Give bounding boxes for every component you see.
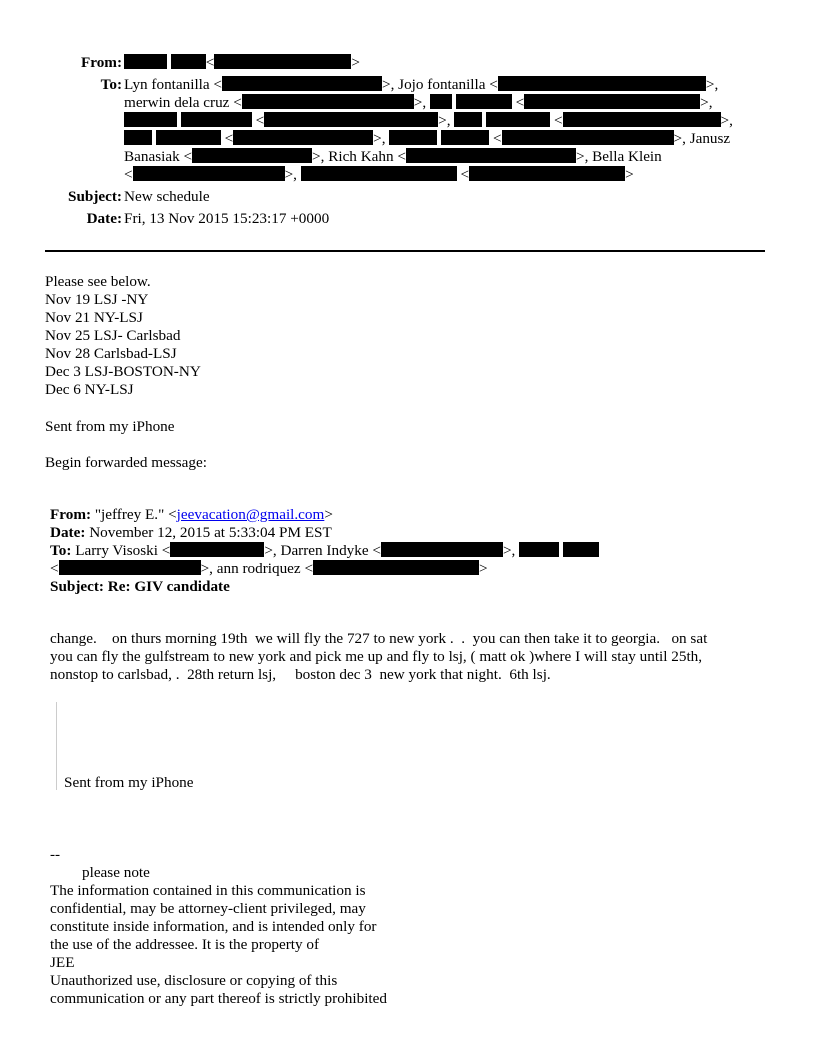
recipient-name: Lyn fontanilla (124, 76, 210, 93)
redaction-block (563, 542, 599, 557)
redaction-block (133, 166, 285, 181)
disclaimer-line: communication or any part thereof is strictly prohibited (50, 990, 387, 1007)
recipient-name: Rich Kahn (328, 148, 394, 165)
fwd-from-line (50, 506, 333, 524)
redaction-block (502, 130, 674, 145)
to-line-4: < >, < >, Janusz (124, 130, 730, 148)
fwd-subject: Subject: Re: GIV candidate (50, 578, 230, 595)
gt-char: > (438, 112, 447, 129)
disclaimer-line: JEE (50, 954, 75, 971)
gt-char: > (312, 148, 321, 165)
lt-char: < (233, 94, 242, 111)
redaction-block (524, 94, 700, 109)
redaction-block (181, 112, 252, 127)
from-value (124, 54, 360, 72)
header-divider (45, 250, 765, 252)
fwd-to-line-2 (50, 560, 488, 578)
body-intro: Please see below. (45, 273, 151, 290)
redaction-block (301, 166, 457, 181)
recipient-name: >, ann rodriquez < (200, 560, 314, 577)
disclaimer-line: Unauthorized use, disclosure or copying of this (50, 972, 338, 989)
to-line-6: < >, < > (124, 166, 634, 183)
lt-char: < (255, 112, 265, 129)
redaction-block (242, 94, 414, 109)
redaction-block (124, 130, 152, 145)
redaction-block (171, 54, 206, 69)
fwd-date-line (50, 524, 332, 542)
redaction-block (222, 76, 382, 91)
recipient-name: Banasiak (124, 148, 180, 165)
lt-char: < (213, 76, 222, 93)
recipient-name: >, Darren Indyke < (264, 542, 381, 559)
gt-char: > (705, 76, 715, 93)
to-label: To: (100, 76, 122, 93)
fwd-from-email-link[interactable]: jeevacation@gmail.com (176, 506, 325, 523)
redaction-block (519, 542, 559, 557)
schedule-line: Dec 6 NY-LSJ (45, 381, 134, 398)
redaction-block (192, 148, 312, 163)
redaction-block (124, 54, 167, 69)
recipient-name: Janusz (689, 130, 731, 147)
recipient-name: Jojo fontanilla (398, 76, 486, 93)
from-label: From: (80, 54, 122, 71)
subject-value: New schedule (124, 188, 210, 205)
disclaimer-line: confidential, may be attorney-client privileged, may (50, 900, 366, 917)
gt-char: > (700, 94, 709, 111)
lt-char: < (460, 166, 470, 183)
fwd-from-name: "jeffrey E." < (94, 506, 177, 523)
fwd-from-label: From: (50, 506, 92, 523)
redaction-block (264, 112, 438, 127)
gt-char: > (382, 76, 391, 93)
gt-char: > (351, 54, 360, 71)
redaction-block (430, 94, 452, 109)
fwd-date-label: Date: (50, 524, 86, 541)
redaction-block (233, 130, 373, 145)
redaction-block (563, 112, 721, 127)
lt-char: < (553, 112, 563, 129)
lt-char: < (224, 130, 234, 147)
please-note: please note (82, 864, 150, 881)
lt-char: < (492, 130, 502, 147)
body-signature: Sent from my iPhone (45, 418, 175, 435)
signature-dashes: -- (50, 846, 61, 863)
disclaimer-line: the use of the addressee. It is the property of (50, 936, 320, 953)
fwd-message-line: you can fly the gulfstream to new york and pick me up and fly to lsj, ( matt ok )where I will stay until 25th, (50, 648, 703, 665)
redaction-block (170, 542, 264, 557)
lt-char: < (489, 76, 498, 93)
lt-char: < (183, 148, 193, 165)
to-line-1: Lyn fontanilla < >, Jojo fontanilla < >, (124, 76, 719, 93)
redaction-block (214, 54, 351, 69)
redaction-block (389, 130, 437, 145)
lt-char: < (515, 94, 525, 111)
schedule-line: Nov 28 Carlsbad-LSJ (45, 345, 177, 362)
recipient-name: Bella Klein (592, 148, 662, 165)
redaction-block (486, 112, 550, 127)
date-label: Date: (86, 210, 122, 227)
redaction-block (124, 112, 177, 127)
subject-label: Subject: (68, 188, 122, 205)
separator: >, (502, 542, 516, 559)
gt-char: > (673, 130, 683, 147)
redaction-block (59, 560, 201, 575)
quoted-signature: Sent from my iPhone (64, 774, 194, 791)
gt-char: > (324, 506, 333, 523)
disclaimer-line: The information contained in this communication is (50, 882, 366, 899)
redaction-block (469, 166, 625, 181)
forward-note: Begin forwarded message: (45, 454, 207, 471)
lt-char: < (50, 560, 59, 577)
redaction-block (313, 560, 479, 575)
lt-char: < (205, 54, 215, 71)
quote-bar (56, 702, 57, 790)
date-value: Fri, 13 Nov 2015 15:23:17 +0000 (124, 210, 330, 227)
gt-char: > (720, 112, 730, 129)
redaction-block (381, 542, 503, 557)
redaction-block (456, 94, 512, 109)
gt-char: > (284, 166, 294, 183)
lt-char: < (124, 166, 133, 183)
schedule-line: Nov 19 LSJ -NY (45, 291, 149, 308)
to-line-2: merwin dela cruz < >, < >, (124, 94, 713, 111)
gt-char: > (373, 130, 382, 147)
fwd-to-line-1 (50, 542, 599, 560)
gt-char: > (575, 148, 585, 165)
fwd-message-line: nonstop to carlsbad, . 28th return lsj, boston dec 3 new york that night. 6th lsj. (50, 666, 551, 683)
recipient-name: merwin dela cruz (124, 94, 230, 111)
to-line-3: < >, < >, (124, 112, 733, 130)
gt-char: > (479, 560, 488, 577)
fwd-message-line: change. on thurs morning 19th we will fly the 727 to new york . . you can then take it to georgia. on sat (50, 630, 708, 647)
redaction-block (441, 130, 489, 145)
redaction-block (498, 76, 706, 91)
recipient-name: Larry Visoski < (75, 542, 171, 559)
fwd-to-label: To: (50, 542, 72, 559)
schedule-line: Dec 3 LSJ-BOSTON-NY (45, 363, 201, 380)
redaction-block (406, 148, 576, 163)
schedule-line: Nov 21 NY-LSJ (45, 309, 143, 326)
fwd-date-value: November 12, 2015 at 5:33:04 PM EST (89, 524, 332, 541)
gt-char: > (625, 166, 634, 183)
schedule-line: Nov 25 LSJ- Carlsbad (45, 327, 181, 344)
gt-char: > (413, 94, 423, 111)
to-line-5: Banasiak < >, Rich Kahn < >, Bella Klein (124, 148, 662, 165)
disclaimer-line: constitute inside information, and is intended only for (50, 918, 377, 935)
redaction-block (454, 112, 482, 127)
redaction-block (156, 130, 221, 145)
lt-char: < (397, 148, 406, 165)
